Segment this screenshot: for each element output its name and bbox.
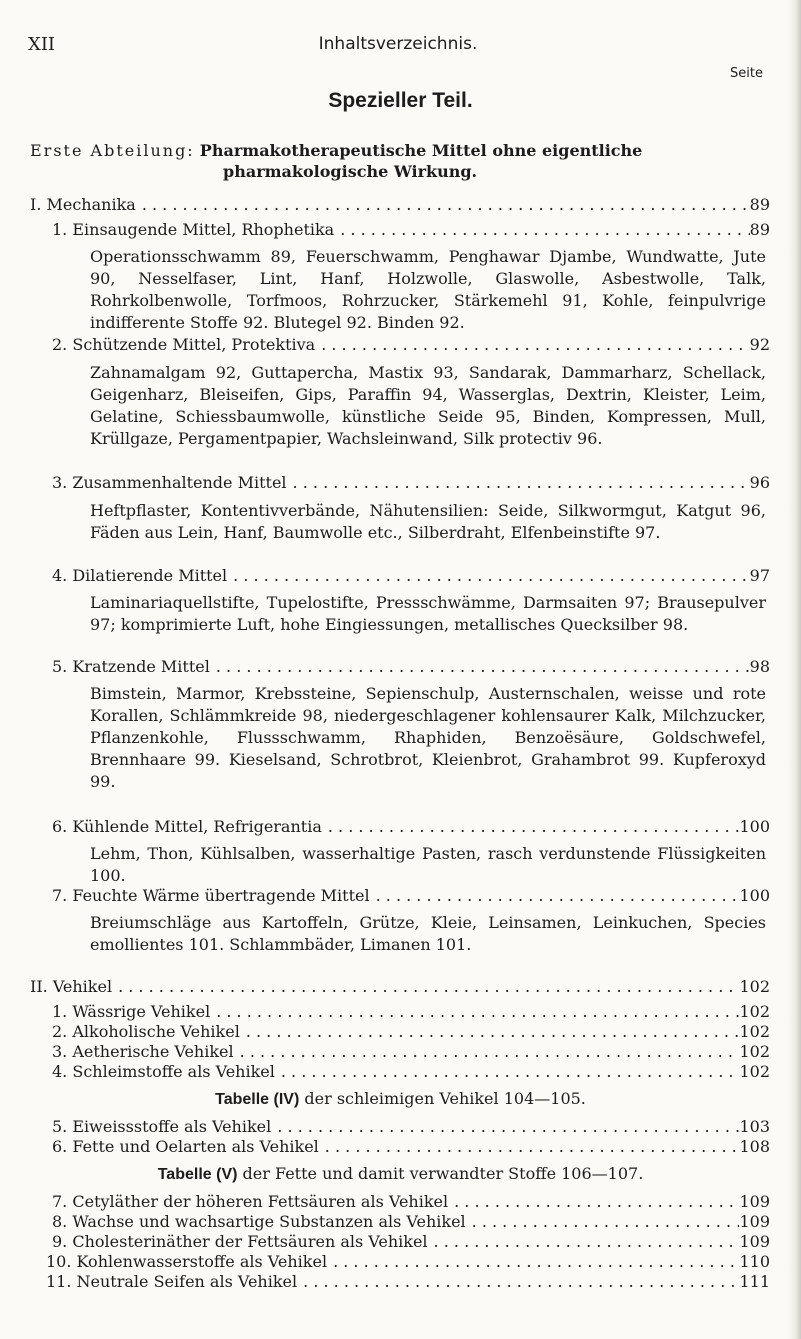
toc-entry-description: Heftpflaster, Kontentivverbände, Nähutensilien: Seide, Silkwormgut, Katgut 96, Fäden aus Lein, Hanf, Baumwolle etc., Silberdraht, Elfenbeinstifte 97. bbox=[90, 501, 766, 542]
toc-page-number: 100 bbox=[739, 886, 770, 905]
toc-entry-description: Operationsschwamm 89, Feuerschwamm, Penghawar Djambe, Wundwatte, Jute 90, Nesselfaser, Lint, Hanf, Holzwolle, Glaswolle, Asbestwolle, Talk, Rohrkolbenwolle, Torfmoos, Rohrzucker, Stärkemehl 91, Kohle, feinpulvrige indifferente Stoffe 92. Blutegel 92. Binden 92. bbox=[90, 247, 766, 332]
toc-entry-label: 6. Fette und Oelarten als Vehikel bbox=[52, 1137, 319, 1156]
toc-leader bbox=[271, 1116, 739, 1138]
toc-entry bbox=[52, 1211, 770, 1233]
toc-entry-label: 9. Cholesterinäther der Fettsäuren als Vehikel bbox=[52, 1232, 428, 1251]
toc-entry bbox=[52, 472, 770, 494]
toc-entry-label: 4. Dilatierende Mittel bbox=[52, 566, 228, 585]
toc-leader bbox=[448, 1191, 739, 1213]
toc-leader bbox=[315, 334, 749, 356]
toc-entry-description: Zahnamalgam 92, Guttapercha, Mastix 93, Sandarak, Dammarharz, Schellack, Geigenharz, Bleiseifen, Gips, Paraffin 94, Wasserglas, Dextrin, Kleister, Leim, Gelatine, Schiessbaumwolle, künstliche Seide 95, Binden, Kompressen, Mull, Krüllgaze, Pergamentpapier, Wachsleinwand, Silk protectiv 96. bbox=[90, 363, 766, 448]
abteilung-label: Erste Abteilung: bbox=[30, 141, 195, 160]
toc-leader bbox=[275, 1061, 740, 1083]
toc-page-number: 103 bbox=[739, 1117, 770, 1136]
toc-entry bbox=[52, 1061, 770, 1083]
toc-entry-label: 7. Feuchte Wärme übertragende Mittel bbox=[52, 886, 370, 905]
toc-page-number: 102 bbox=[739, 1042, 770, 1061]
toc-entry bbox=[52, 219, 770, 241]
toc-entry-label: 10. Kohlenwasserstoffe als Vehikel bbox=[46, 1252, 328, 1271]
toc-page-number: 111 bbox=[739, 1272, 770, 1291]
toc-entry-description: Bimstein, Marmor, Krebssteine, Sepienschulp, Austernschalen, weisse und rote Korallen, Schlämmkreide 98, niedergeschlagener kohlensaurer Kalk, Milchzucker, Pflanzenkohle, Flussschwamm, Rhaphiden, Benzoësäure, Goldschwefel, Brennhaare 99. Kieselsand, Schrotbrot, Kleienbrot, Grahambrot 99. Kupferoxyd 99. bbox=[90, 684, 766, 791]
page-edge-shadow bbox=[787, 0, 801, 1339]
toc-entry bbox=[52, 565, 770, 587]
table-reference-label: Tabelle (IV) bbox=[215, 1091, 300, 1108]
toc-entry bbox=[46, 1251, 770, 1273]
table-reference-iv bbox=[0, 1088, 801, 1111]
toc-leader bbox=[210, 1001, 739, 1023]
toc-entry-label: 5. Kratzende Mittel bbox=[52, 657, 210, 676]
running-title: Inhaltsverzeichnis. bbox=[318, 34, 478, 54]
toc-entry bbox=[52, 656, 770, 678]
toc-page-number: 108 bbox=[739, 1137, 770, 1156]
toc-leader bbox=[136, 194, 750, 216]
toc-entry bbox=[52, 334, 770, 356]
toc-leader bbox=[227, 565, 750, 587]
toc-page-number: 96 bbox=[749, 473, 770, 492]
table-reference-text: der schleimigen Vehikel 104—105. bbox=[299, 1089, 586, 1108]
abteilung-title-line1: Pharmakotherapeutische Mittel ohne eigentliche bbox=[199, 141, 643, 160]
abteilung-title-line2: pharmakologische Wirkung. bbox=[223, 162, 478, 181]
page-number: XII bbox=[28, 34, 56, 55]
toc-entry-label: 3. Aetherische Vehikel bbox=[52, 1042, 234, 1061]
toc-leader bbox=[297, 1271, 739, 1293]
toc-entry bbox=[52, 1231, 770, 1253]
table-reference-text: der Fette und damit verwandter Stoffe 106—107. bbox=[237, 1164, 644, 1183]
toc-section-vehikel bbox=[30, 976, 770, 998]
toc-leader bbox=[240, 1021, 740, 1043]
toc-page-number: 102 bbox=[739, 1062, 770, 1081]
toc-entry bbox=[52, 1001, 770, 1023]
toc-leader bbox=[234, 1041, 740, 1063]
toc-entry-description: Laminariaquellstifte, Tupelostifte, Pressschwämme, Darmsaiten 97; Brausepulver 97; komprimierte Luft, hohe Eingiessungen, metallisches Quecksilber 98. bbox=[90, 593, 766, 634]
toc-section-label: I. Mechanika bbox=[30, 195, 136, 214]
toc-entry-label: 11. Neutrale Seifen als Vehikel bbox=[46, 1272, 298, 1291]
toc-entry bbox=[52, 1136, 770, 1158]
toc-entry-label: 2. Schützende Mittel, Protektiva bbox=[52, 335, 316, 354]
toc-entry-description: Lehm, Thon, Kühlsalben, wasserhaltige Pasten, rasch verdunstende Flüssigkeiten 100. bbox=[90, 844, 766, 885]
toc-leader bbox=[322, 816, 740, 838]
toc-page-number: 102 bbox=[739, 1002, 770, 1021]
toc-page-number: 89 bbox=[749, 195, 770, 214]
toc-section-label: II. Vehikel bbox=[30, 977, 113, 996]
toc-leader bbox=[327, 1251, 739, 1273]
toc-page-number: 109 bbox=[739, 1232, 770, 1251]
toc-leader bbox=[334, 219, 749, 241]
toc-leader bbox=[319, 1136, 740, 1158]
toc-entry-label: 1. Wässrige Vehikel bbox=[52, 1002, 211, 1021]
toc-page-number: 97 bbox=[749, 566, 770, 585]
toc-entry-label: 5. Eiweissstoffe als Vehikel bbox=[52, 1117, 272, 1136]
toc-section-mechanika bbox=[30, 194, 770, 216]
toc-entry-label: 8. Wachse und wachsartige Substanzen als Vehikel bbox=[52, 1212, 466, 1231]
toc-leader bbox=[210, 656, 750, 678]
toc-entry-label: 3. Zusammenhaltende Mittel bbox=[52, 473, 287, 492]
table-reference-label: Tabelle (V) bbox=[157, 1166, 238, 1183]
toc-page-number: 109 bbox=[739, 1212, 770, 1231]
toc-page-number: 89 bbox=[749, 220, 770, 239]
toc-page-number: 92 bbox=[749, 335, 770, 354]
toc-page-number: 102 bbox=[739, 977, 770, 996]
toc-entry bbox=[52, 885, 770, 907]
toc-leader bbox=[112, 976, 739, 998]
toc-leader bbox=[466, 1211, 740, 1233]
toc-entry bbox=[52, 1041, 770, 1063]
toc-page-number: 98 bbox=[749, 657, 770, 676]
toc-page-number: 100 bbox=[739, 817, 770, 836]
seite-column-label: Seite bbox=[730, 66, 763, 81]
toc-entry-description: Breiumschläge aus Kartoffeln, Grütze, Kleie, Leinsamen, Leinkuchen, Species emollientes 101. Schlammbäder, Limanen 101. bbox=[90, 913, 766, 954]
toc-entry-label: 7. Cetyläther der höheren Fettsäuren als Vehikel bbox=[52, 1192, 449, 1211]
table-reference-v bbox=[0, 1163, 801, 1186]
toc-page-number: 110 bbox=[739, 1252, 770, 1271]
toc-entry-label: 1. Einsaugende Mittel, Rhophetika bbox=[52, 220, 335, 239]
toc-leader bbox=[287, 472, 750, 494]
toc-leader bbox=[428, 1231, 740, 1253]
toc-entry bbox=[52, 816, 770, 838]
running-header bbox=[28, 34, 768, 60]
toc-leader bbox=[370, 885, 740, 907]
toc-page-number: 102 bbox=[739, 1022, 770, 1041]
toc-entry bbox=[52, 1191, 770, 1213]
toc-entry bbox=[52, 1021, 770, 1043]
part-title: Spezieller Teil. bbox=[328, 89, 473, 112]
toc-entry-label: 2. Alkoholische Vehikel bbox=[52, 1022, 240, 1041]
toc-entry-label: 4. Schleimstoffe als Vehikel bbox=[52, 1062, 275, 1081]
toc-page-number: 109 bbox=[739, 1192, 770, 1211]
toc-entry bbox=[52, 1116, 770, 1138]
toc-entry bbox=[46, 1271, 770, 1293]
abteilung-heading bbox=[30, 140, 770, 182]
toc-entry-label: 6. Kühlende Mittel, Refrigerantia bbox=[52, 817, 322, 836]
